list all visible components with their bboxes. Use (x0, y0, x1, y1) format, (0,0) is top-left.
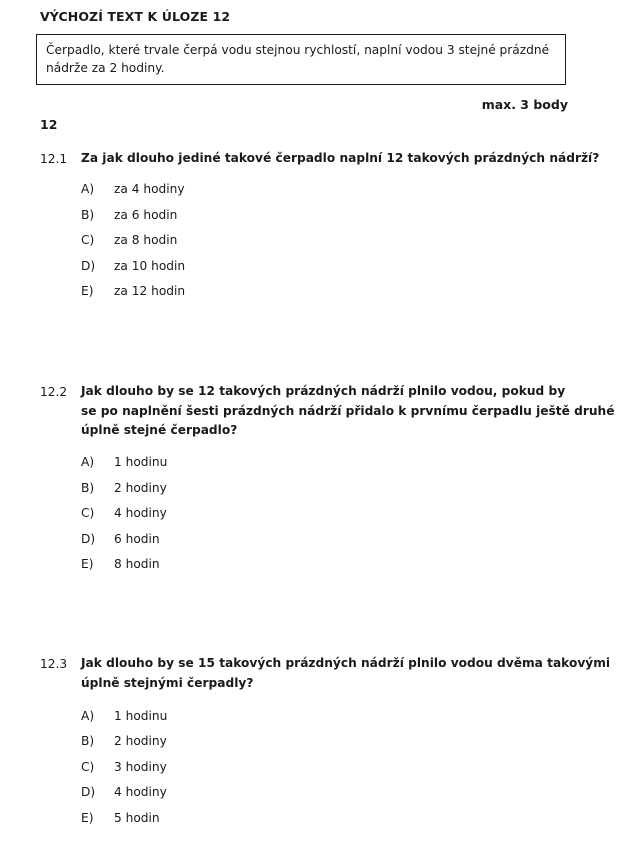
option-text: za 6 hodin (114, 208, 178, 222)
option-text: za 8 hodin (114, 233, 178, 247)
question-number: 12.2 (40, 385, 68, 399)
option-text: 8 hodin (114, 557, 160, 571)
question-line: Jak dlouho by se 15 takových prázdných nádrží plnilo vodou dvěma takovými (81, 656, 611, 670)
option-letter: D) (81, 259, 96, 273)
option-letter: C) (81, 760, 95, 774)
option-letter: A) (81, 709, 95, 723)
task-number: 12 (40, 117, 58, 132)
option-text: 3 hodiny (114, 760, 167, 774)
question-line: se po naplnění šesti prázdných nádrží přidalo k prvnímu čerpadlu ještě druhé (81, 403, 615, 418)
max-points-label: max. 3 body (481, 97, 568, 112)
option-text: 4 hodiny (114, 785, 167, 799)
question-line: úplně stejnými čerpadly? (81, 675, 254, 690)
option-text: 6 hodin (114, 532, 160, 546)
option-text: 2 hodiny (114, 481, 167, 495)
option-letter: C) (81, 233, 95, 247)
option-letter: B) (81, 734, 95, 748)
option-text: za 12 hodin (114, 284, 186, 298)
option-letter: D) (81, 785, 96, 799)
option-text: 1 hodinu (114, 709, 168, 723)
option-letter: D) (81, 532, 96, 546)
option-letter: E) (81, 284, 94, 298)
question-line: Za jak dlouho jediné takové čerpadlo naplní 12 takových prázdných nádrží? (81, 151, 600, 165)
question-text (81, 149, 599, 169)
question-text (81, 382, 614, 441)
option-text: 5 hodin (114, 811, 160, 825)
question-number: 12.1 (40, 152, 68, 166)
question-number: 12.3 (40, 657, 68, 671)
intro-line: Čerpadlo, které trvale čerpá vodu stejnou rychlostí, naplní vodou 3 stejné prázdné (46, 43, 550, 57)
option-letter: E) (81, 557, 94, 571)
option-letter: B) (81, 208, 95, 222)
option-letter: A) (81, 182, 95, 196)
intro-line: nádrže za 2 hodiny. (46, 61, 165, 75)
intro-text-box (36, 34, 566, 85)
option-text: 4 hodiny (114, 506, 167, 520)
section-header: VÝCHOZÍ TEXT K ÚLOZE 12 (40, 9, 231, 24)
option-letter: B) (81, 481, 95, 495)
option-letter: A) (81, 455, 95, 469)
option-letter: E) (81, 811, 94, 825)
option-letter: C) (81, 506, 95, 520)
question-line: Jak dlouho by se 12 takových prázdných nádrží plnilo vodou, pokud by (81, 384, 566, 398)
option-text: za 10 hodin (114, 259, 186, 273)
option-text: za 4 hodiny (114, 182, 185, 196)
option-text: 1 hodinu (114, 455, 168, 469)
option-text: 2 hodiny (114, 734, 167, 748)
question-line: úplně stejné čerpadlo? (81, 423, 238, 437)
question-text (81, 654, 610, 693)
